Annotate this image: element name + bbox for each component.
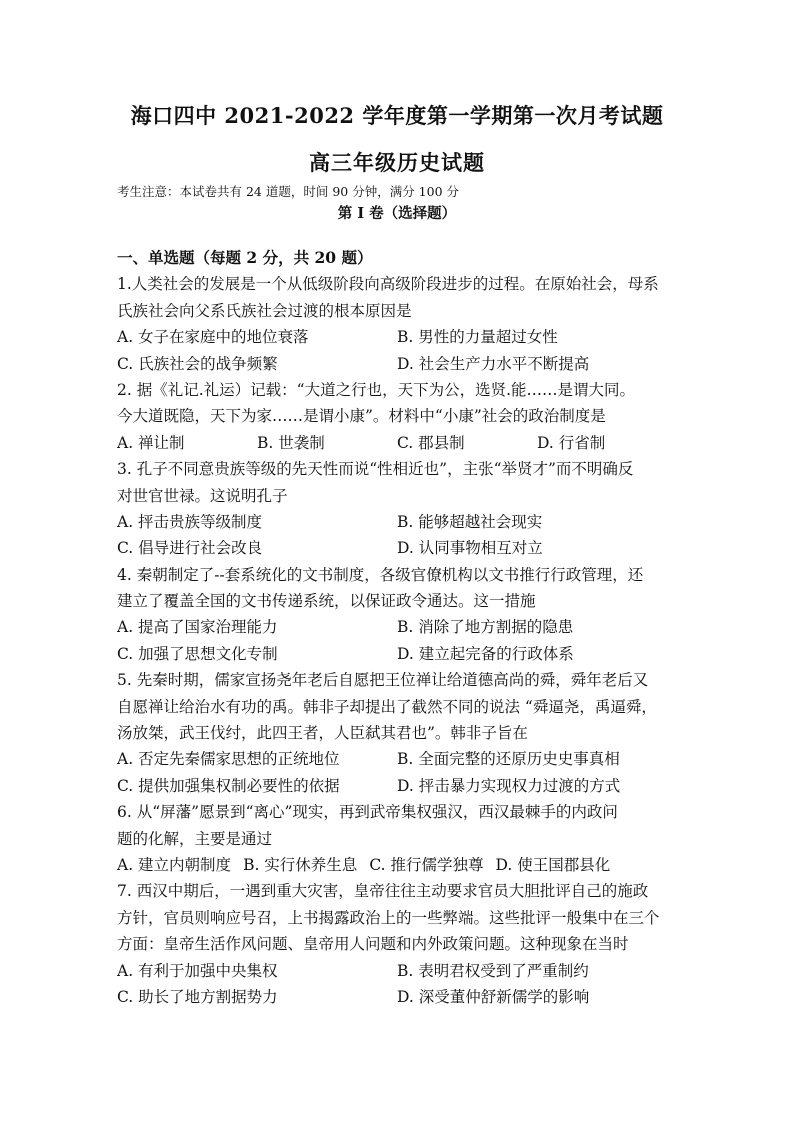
option-b: B. 全面完整的还原历史史事真相 [397,750,620,769]
option-c: C. 提供加强集权制必要性的依据 [117,776,340,795]
question-text: 2. 据《礼记.礼运）记载：“大道之行也，天下为公，选贤.能……是谓大同。 [117,380,635,399]
option-row [117,984,689,1010]
exam-notice: 考生注意：本试卷共有 24 道题，时间 90 分钟，满分 100 分 [117,184,460,199]
option-a: A. 抨击贵族等级制度 [117,512,263,531]
option-row [117,746,689,772]
question-5 [117,667,689,799]
question-3 [117,456,689,562]
question-text: 4. 秦朝制定了--套系统化的文书制度，各级官僚机构以文书推行行政管理，还 [117,565,644,584]
option-a: A. 禅让制 [117,433,185,452]
exam-body [117,245,689,1010]
option-b: B. 世袭制 [257,433,325,452]
option-a: A. 有利于加强中央集权 [117,961,278,980]
question-text: 题的化解，主要是通过 [117,829,273,848]
option-b: B. 实行休养生息 [243,855,358,874]
option-a: A. 女子在家庭中的地位衰落 [117,328,309,347]
option-b: B. 消除了地方割据的隐患 [397,618,574,637]
question-1 [117,271,689,377]
question-text: 建立了覆盖全国的文书传递系统，以保证政令通达。这一措施 [117,592,536,611]
option-d: D. 建立起完备的行政体系 [397,644,574,663]
question-text: 方面：皇帝生活作风问题、皇帝用人问题和内外政策问题。这种现象在当时 [117,935,629,954]
question-text: 7. 西汉中期后，一遇到重大灾害，皇帝往往主动要求官员大胆批评自己的施政 [117,882,649,901]
question-text: 氏族社会向父系氏族社会过渡的根本原因是 [117,301,412,320]
option-row [117,641,689,667]
question-text: 3. 孔子不同意贵族等级的先天性而说“性相近也”，主张“举贤才”而不明确反 [117,460,634,479]
exam-title: 海口四中 2021-2022 学年度第一学期第一次月考试题 [130,103,664,128]
option-row [117,852,689,878]
volume-title: 第 I 卷（选择题） [337,205,457,222]
question-text: 1.人类社会的发展是一个从低级阶段向高级阶段进步的过程。在原始社会，母系 [117,275,659,294]
option-d: D. 行省制 [537,433,606,452]
question-text: 自愿禅让给治水有功的禹。韩非子却提出了截然不同的说法 “舜逼尧，禹逼舜， [117,697,657,716]
option-d: D. 抨击暴力实现权力过渡的方式 [397,776,621,795]
option-c: C. 助长了地方割据势力 [117,987,278,1006]
option-d: D. 深受董仲舒新儒学的影响 [397,987,590,1006]
question-7 [117,878,689,1010]
option-row [117,430,689,456]
option-row [117,958,689,984]
option-row [117,535,689,561]
option-c: C. 郡县制 [397,433,465,452]
option-a: A. 提高了国家治理能力 [117,618,278,637]
question-6 [117,799,689,878]
option-row [117,324,689,350]
option-d: D. 认同事物相互对立 [397,539,543,558]
option-b: B. 表明君权受到了严重制约 [397,961,589,980]
question-text: 今大道既隐，天下为家……是谓小康”。材料中“小康”社会的政治制度是 [117,407,606,426]
question-text: 对世官世禄。这说明孔子 [117,486,288,505]
option-c: C. 加强了思想文化专制 [117,644,278,663]
question-text: 汤放桀，武王伐纣，此四王者，人臣弑其君也”。韩非子旨在 [117,724,528,743]
option-row [117,509,689,535]
exam-subtitle: 高三年级历史试题 [309,150,485,175]
option-b: B. 男性的力量超过女性 [397,328,558,347]
question-4 [117,562,689,668]
option-a: A. 建立内朝制度 [117,855,232,874]
question-text: 6. 从“屏藩”愿景到“离心”现实，再到武帝集权强汉，西汉最棘手的内政问 [117,803,618,822]
section-heading: 一、单选题（每题 2 分，共 20 题） [117,248,373,267]
question-2 [117,377,689,456]
option-a: A. 否定先秦儒家思想的正统地位 [117,750,340,769]
option-d: D. 社会生产力水平不断提高 [397,354,590,373]
option-c: C. 氏族社会的战争频繁 [117,354,278,373]
option-c: C. 倡导进行社会改良 [117,539,263,558]
option-c: C. 推行儒学独尊 [369,855,484,874]
option-row [117,351,689,377]
option-row [117,773,689,799]
question-text: 方针，官员则响应号召，上书揭露政治上的一些弊端。这些批评一般集中在三个 [117,908,660,927]
option-d: D. 使王国郡县化 [495,855,611,874]
question-text: 5. 先秦时期，儒家宣扬尧年老后自愿把王位禅让给道德高尚的舜，舜年老后又 [117,671,649,690]
option-b: B. 能够超越社会现实 [397,512,543,531]
option-row [117,614,689,640]
